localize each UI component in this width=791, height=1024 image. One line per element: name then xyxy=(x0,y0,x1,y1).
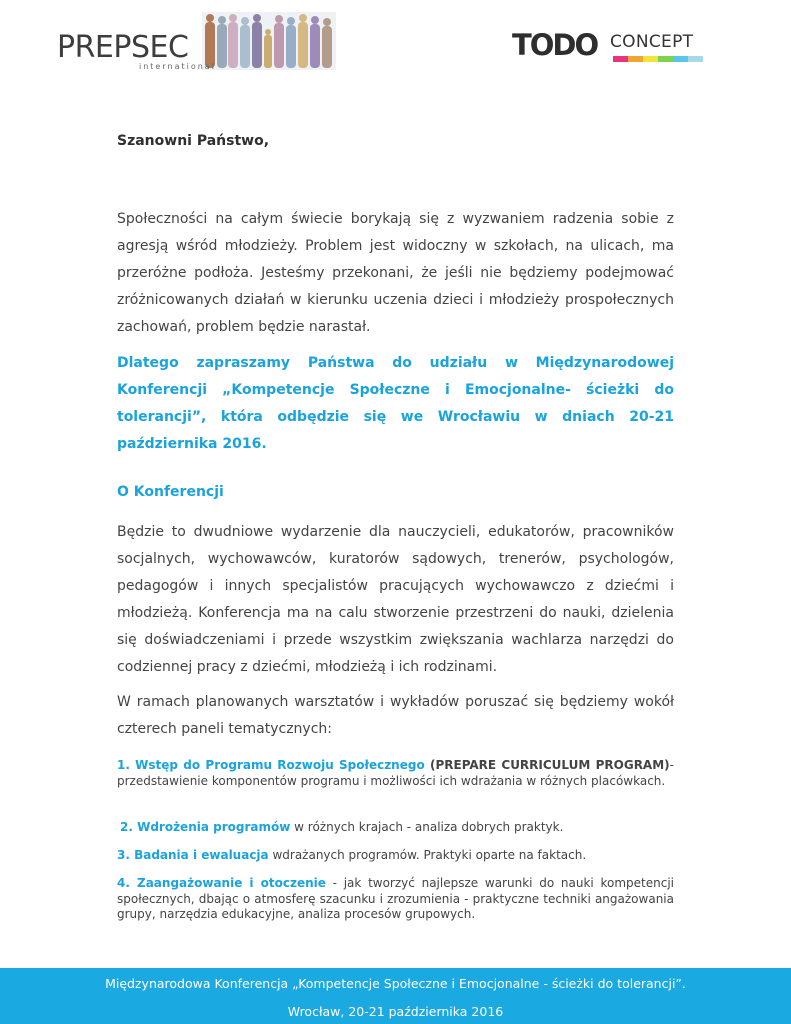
panel-text: - jak tworzyć najlepsze warunki do nauki kompetencji społecznych, dbając o atmosferę szacunku i zrozumienia - praktyczne techniki angażowania grupy, narzędzia edukacyjne, analiza procesów grupowych. xyxy=(117,876,674,921)
todo-concept-logo xyxy=(512,30,707,70)
panel-title: 4. Zaangażowanie i otoczenie xyxy=(117,876,326,890)
panel-item xyxy=(117,758,674,789)
todo-logo-text: TODO xyxy=(512,28,598,62)
panel-text: - przedstawienie komponentów programu i możliwości ich wdrażania w różnych placówkach. xyxy=(117,758,674,788)
color-stripe xyxy=(613,56,703,62)
footer-conference-title: Międzynarodowa Konferencja „Kompetencje Społeczne i Emocjonalne - ścieżki do tolerancji”. xyxy=(105,976,686,991)
invitation-paragraph: Dlatego zapraszamy Państwa do udziału w Międzynarodowej Konferencji „Kompetencje Społeczne i Emocjonalne- ścieżki do tolerancji”, która odbędzie się we Wrocławiu w dniach 20-21 października 2016. xyxy=(117,355,674,452)
panel-title: 2. Wdrożenia programów xyxy=(120,820,291,834)
footer-banner xyxy=(0,968,791,1024)
panel-title: 1. Wstęp do Programu Rozwoju Społecznego xyxy=(117,758,425,772)
footer-date-location: Wrocław, 20-21 października 2016 xyxy=(287,1004,504,1019)
panel-text: wdrażanych programów. Praktyki oparte na faktach. xyxy=(268,848,587,862)
panels-intro-paragraph: W ramach planowanych warsztatów i wykładów poruszać się będziemy wokół czterech paneli tematycznych: xyxy=(117,694,674,737)
panel-text: w różnych krajach - analiza dobrych praktyk. xyxy=(290,820,564,834)
panel-item xyxy=(120,820,677,836)
concept-logo-text: CONCEPT xyxy=(610,32,694,52)
panel-item xyxy=(117,876,674,923)
panel-subtitle: (PREPARE CURRICULUM PROGRAM) xyxy=(424,758,670,772)
about-paragraph: Będzie to dwudniowe wydarzenie dla nauczycieli, edukatorów, pracowników socjalnych, wychowawców, kuratorów sądowych, trenerów, psychologów, pedagogów i innych specjalistów pracujących wychowawczo z dziećmi i młodzieżą. Konferencja ma na calu stworzenie przestrzeni do nauki, dzielenia się doświadczeniami i przede wszystkim zwiększania wachlarza narzędzi do codziennej pracy z dziećmi, młodzieżą i ich rodzinami. xyxy=(117,524,674,675)
prepsec-logo-subtext: international xyxy=(139,62,216,71)
prepsec-logo-text: PREPSEC xyxy=(57,30,189,65)
panel-item xyxy=(117,848,674,864)
section-title: O Konferencji xyxy=(117,484,224,500)
intro-paragraph: Społeczności na całym świecie borykają się z wyzwaniem radzenia sobie z agresją wśród młodzieży. Problem jest widoczny w szkołach, na ulicach, ma przeróżne podłoża. Jesteśmy przekonani, że jeśli nie będziemy podejmować zróżnicowanych działań w kierunku uczenia dzieci i młodzieży prospołecznych zachowań, problem będzie narastał. xyxy=(117,211,674,335)
prepsec-logo xyxy=(57,12,337,72)
salutation: Szanowni Państwo, xyxy=(117,133,270,149)
panel-title: 3. Badania i ewaluacja xyxy=(117,848,269,862)
people-silhouettes-icon xyxy=(202,12,336,70)
